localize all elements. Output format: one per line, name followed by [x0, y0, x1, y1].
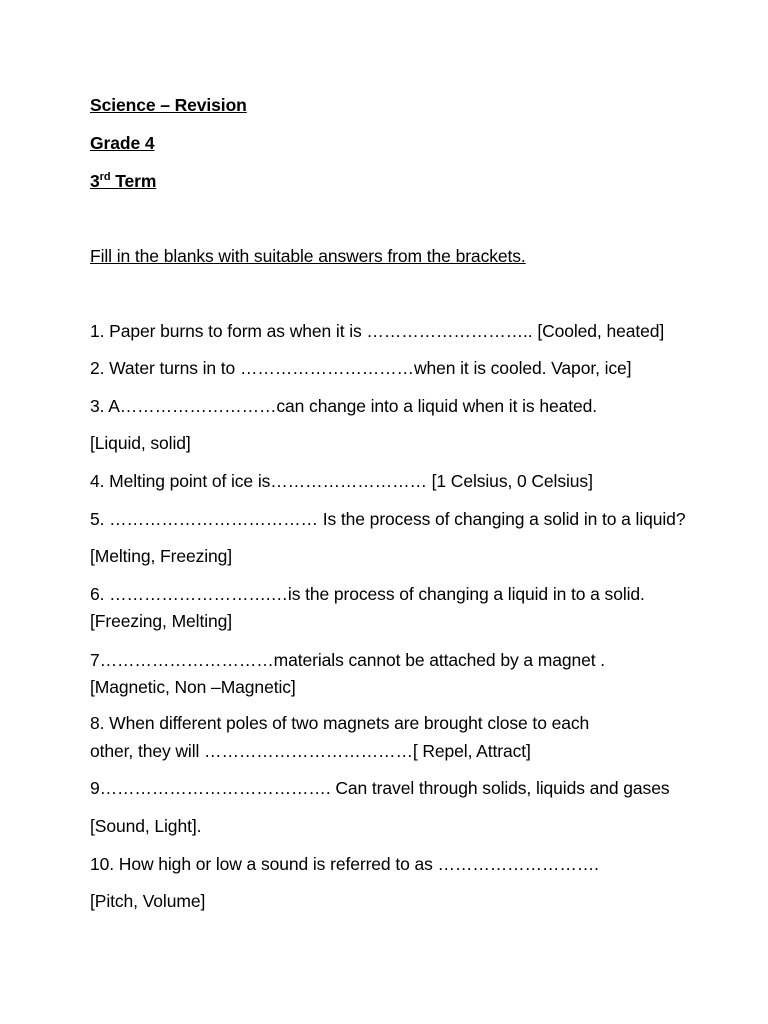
- instruction: Fill in the blanks with suitable answers from the brackets.: [90, 246, 526, 266]
- question-6: 6. ……………………….…is the process of changing a liquid in to a solid.: [90, 584, 645, 604]
- question-5-options: [Melting, Freezing]: [90, 546, 233, 566]
- grade-label: Grade 4: [90, 133, 155, 153]
- question-9: 9…………………………………. Can travel through solids, liquids and gases: [90, 778, 670, 798]
- worksheet-title: Science – Revision: [90, 95, 247, 115]
- question-5: 5. ……………………………… Is the process of changing a solid in to a liquid?: [90, 509, 686, 529]
- question-3: 3. A………………………can change into a liquid when it is heated.: [90, 396, 598, 416]
- term-word: Term: [110, 171, 157, 191]
- term-label: [90, 170, 156, 192]
- question-8: 8. When different poles of two magnets are brought close to each: [90, 713, 590, 733]
- question-6-options: [Freezing, Melting]: [90, 611, 233, 631]
- question-7: 7…………………………materials cannot be attached by a magnet .: [90, 650, 606, 670]
- term-suffix: rd: [99, 171, 111, 184]
- term-number: 3: [90, 171, 100, 191]
- question-1: 1. Paper burns to form as when it is ……………………….. [Cooled, heated]: [90, 321, 665, 341]
- question-10-options: [Pitch, Volume]: [90, 891, 206, 911]
- question-4: 4. Melting point of ice is……………………… [1 Celsius, 0 Celsius]: [90, 471, 593, 491]
- question-7-options: [Magnetic, Non –Magnetic]: [90, 677, 296, 697]
- question-9-options: [Sound, Light].: [90, 816, 202, 836]
- question-8-continued: other, they will ………………………………[ Repel, Attract]: [90, 741, 531, 761]
- question-2: 2. Water turns in to …………………………when it is cooled. Vapor, ice]: [90, 358, 632, 378]
- question-3-options: [Liquid, solid]: [90, 433, 191, 453]
- question-10: 10. How high or low a sound is referred to as ……………………….: [90, 854, 599, 874]
